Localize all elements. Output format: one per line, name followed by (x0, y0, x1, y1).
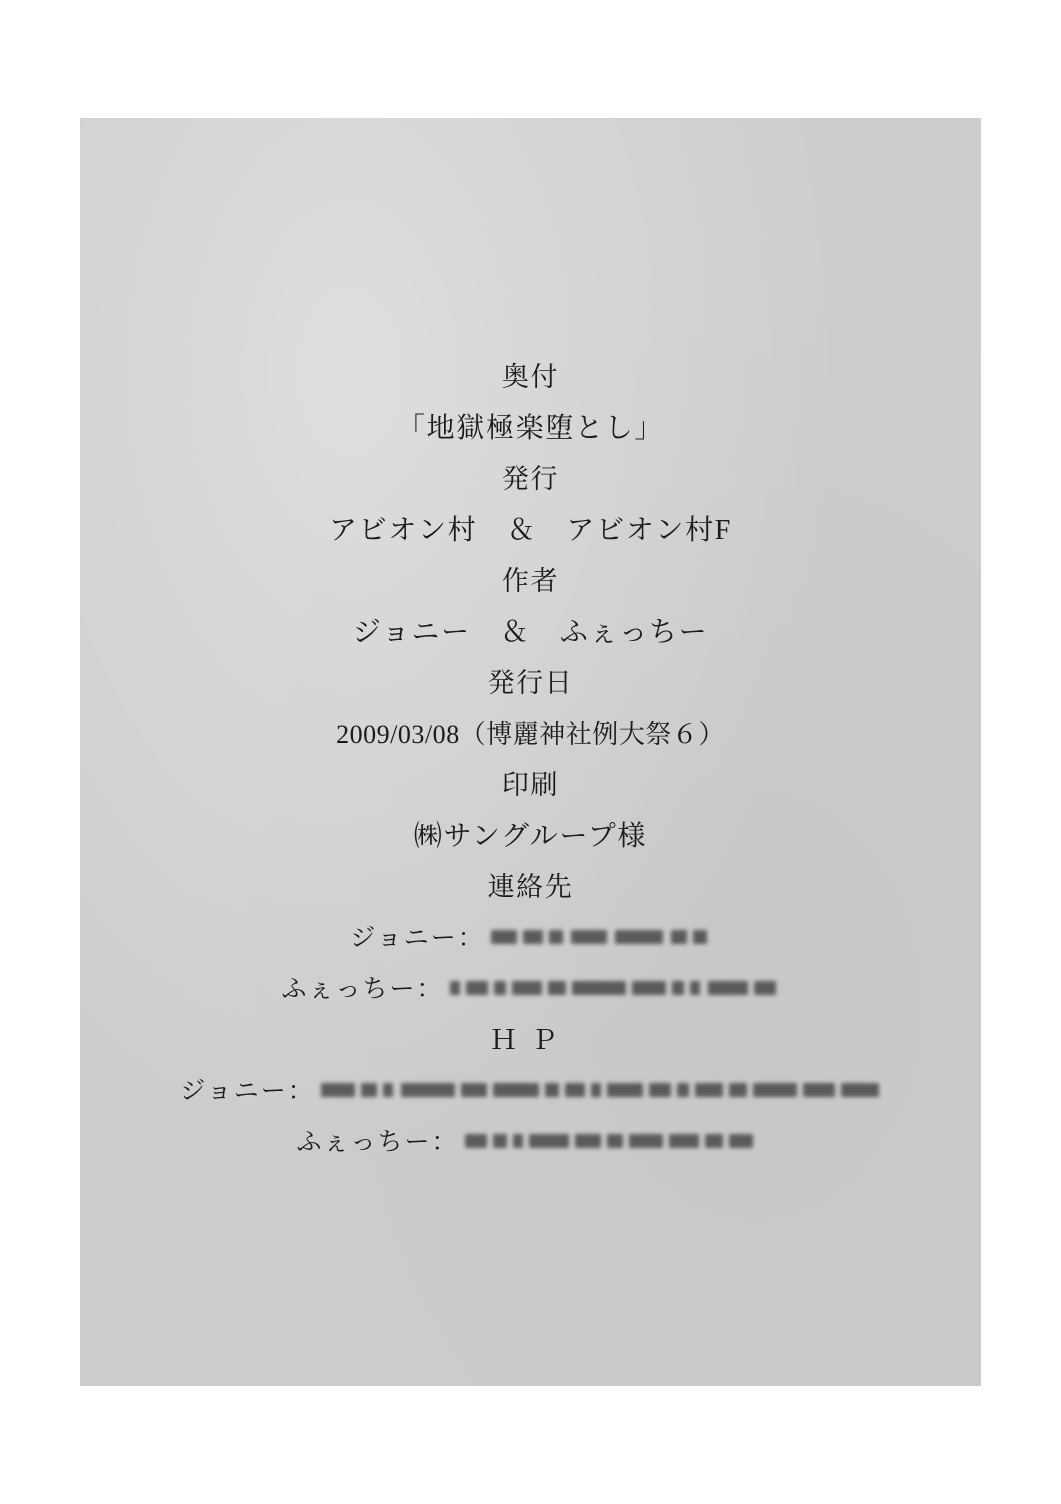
hp-fetchy-label: ふぇっちー： (296, 1129, 459, 1156)
contact-johnny-redacted-value (491, 930, 711, 947)
publication-date-label: 発行日 (487, 668, 574, 698)
contact-row-fetchy (80, 964, 981, 1015)
publisher-value: アビオン村 ＆ アビオン村F (328, 515, 733, 546)
hp-johnny-label: ジョニー： (180, 1078, 315, 1105)
publication-date-value: 2009/03/08（博麗神社例大祭６） (336, 720, 725, 749)
printer-label: 印刷 (501, 770, 560, 800)
contact-label: 連絡先 (487, 872, 574, 902)
contact-johnny-label: ジョニー： (350, 925, 485, 952)
hp-row-johnny (80, 1066, 981, 1117)
publisher-label: 発行 (501, 464, 560, 494)
colophon-block (80, 352, 981, 1168)
contact-row-johnny (80, 913, 981, 964)
hp-row-fetchy (80, 1117, 981, 1168)
contact-fetchy-redacted-value (450, 981, 780, 998)
hp-fetchy-redacted-value (465, 1134, 765, 1151)
colophon-heading: 奥付 (501, 362, 560, 392)
printer-value: ㈱サングループ様 (413, 821, 648, 852)
hp-johnny-redacted-value (321, 1083, 881, 1100)
colophon-page (80, 118, 981, 1386)
work-title: 「地獄極楽堕とし」 (396, 413, 665, 444)
contact-fetchy-label: ふぇっちー： (281, 976, 444, 1003)
author-value: ジョニー ＆ ふぇっちー (352, 617, 709, 648)
hp-label: ＨＰ (490, 1025, 571, 1055)
author-label: 作者 (501, 566, 560, 596)
